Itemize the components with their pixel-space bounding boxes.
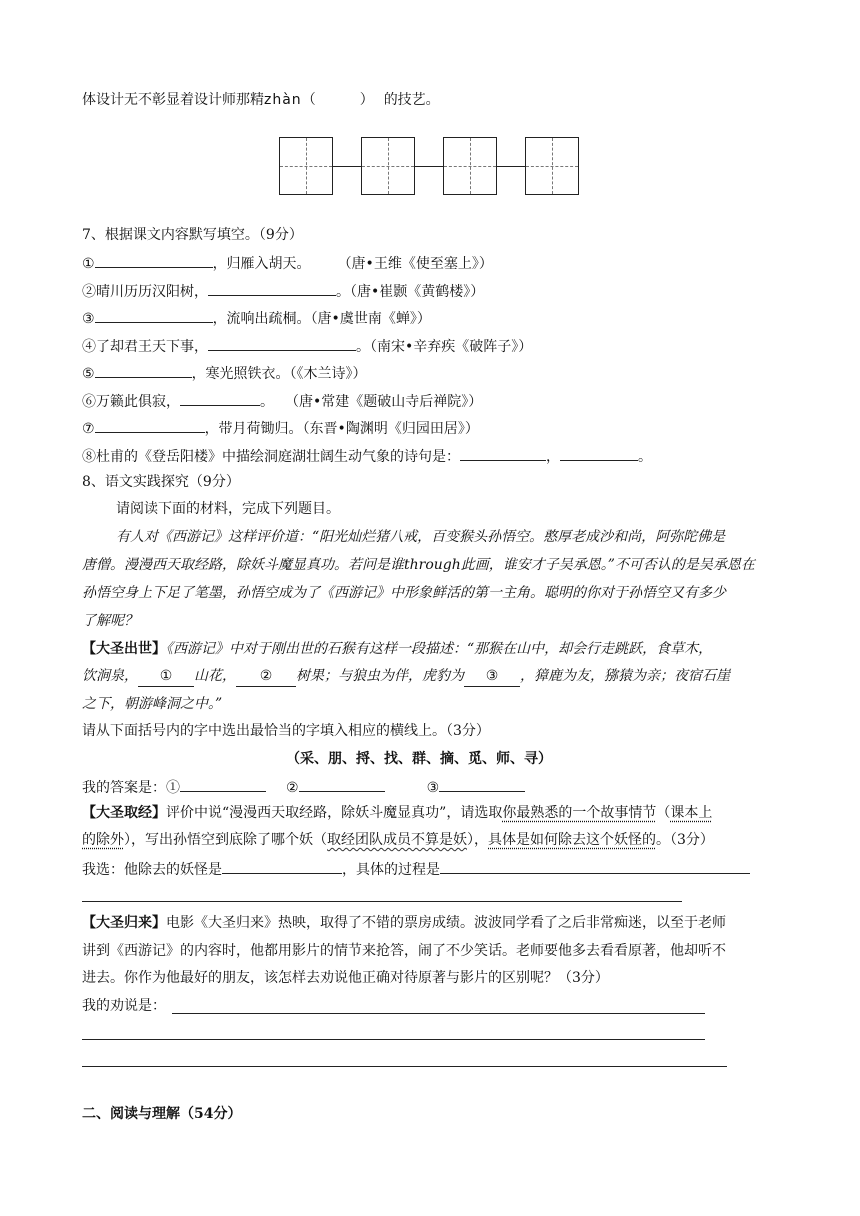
quest-text-emphasis: 你最熟悉的一个故事情节 — [502, 805, 657, 821]
q7-item-4 — [82, 335, 532, 357]
recitation-blank[interactable] — [560, 445, 638, 461]
quest-line-2 — [82, 830, 714, 850]
q7-item-6 — [82, 390, 482, 412]
writing-grid-cell[interactable] — [525, 137, 579, 195]
grid-connector — [415, 166, 443, 167]
item-number: ⑧ — [82, 449, 96, 465]
q6-text-before: 体设计无不彰显着设计师那精 — [82, 92, 264, 108]
q6-text-after: 的技艺。 — [383, 92, 440, 108]
recitation-blank[interactable] — [180, 390, 260, 406]
item-text: 。 — [638, 449, 652, 465]
birth-line-3: 之下，朝游峰洞之中。” — [82, 696, 223, 712]
item-text: ， — [546, 449, 560, 465]
recitation-blank[interactable] — [95, 252, 213, 268]
q8-para-line: 了解呢？ — [82, 613, 138, 629]
item-text: 了却君王天下事， — [96, 339, 208, 355]
quest-tag: 【大圣取经】 — [82, 805, 166, 821]
writing-grid-cell[interactable] — [361, 137, 415, 195]
quest-text-emphasis: 课本上 — [670, 805, 713, 821]
item-source: （唐•虞世南《蝉》） — [310, 311, 431, 327]
item-text: 。 — [260, 394, 274, 410]
q7-title: 7、根据课文内容默写填空。（9分） — [82, 227, 303, 243]
item-text: 杜甫的《登岳阳楼》中描绘洞庭湖壮阔生动气象的诗句是： — [96, 449, 460, 465]
birth-text: ，獐鹿为友，猕猿为亲；夜宿石崖 — [520, 668, 730, 684]
answer-number: ① — [166, 780, 180, 796]
birth-text: 山花， — [194, 668, 236, 684]
item-source: （《木兰诗》） — [289, 366, 367, 382]
recitation-blank[interactable] — [208, 280, 336, 296]
answer-blank-1[interactable] — [180, 776, 266, 792]
q8-para-line: 有人对《西游记》这样评价道：“阳光灿烂猪八戒，百变猴头孙悟空。憨厚老成沙和尚，阿弥陀佛是 — [116, 529, 726, 545]
recitation-blank[interactable] — [208, 335, 356, 351]
q6-pinyin: zhàn — [264, 92, 302, 108]
item-source: （东晋•陶渊明《归园田居》） — [302, 421, 479, 437]
process-blank[interactable] — [440, 858, 750, 874]
answer-blank-2[interactable] — [299, 776, 385, 792]
birth-choices: （采、朋、捋、找、群、摘、觅、师、寻） — [286, 751, 552, 767]
item-number: ⑦ — [82, 421, 95, 437]
birth-instruction: 请从下面括号内的字中选出最恰当的字填入相应的横线上。（3分） — [82, 723, 490, 739]
item-source: （南宋•辛弃疾《破阵子》） — [370, 339, 533, 355]
birth-blank-2[interactable]: ② — [236, 666, 296, 687]
birth-tag: 【大圣出世】 — [82, 641, 166, 657]
back-label-line — [82, 996, 166, 1016]
quest-text: 我选：他除去的妖怪是 — [82, 862, 222, 878]
q7-item-5 — [82, 362, 367, 384]
quest-text: ）， — [467, 832, 488, 848]
item-source: （唐•崔颢《黄鹤楼》） — [350, 284, 485, 300]
q8-title: 8、语文实践探究（9分） — [82, 474, 240, 490]
q8-intro: 请阅读下面的材料，完成下列题目。 — [116, 501, 340, 517]
item-text: ，归雁入胡天。 — [212, 256, 311, 272]
writing-grid-cell[interactable] — [443, 137, 497, 195]
birth-answer-line — [82, 776, 525, 798]
q7-item-2 — [82, 280, 484, 302]
recitation-blank[interactable] — [95, 362, 192, 378]
item-number: ④ — [82, 339, 96, 355]
q7-item-8 — [82, 445, 652, 467]
quest-text-emphasis: 具体是如何除去这个妖怪的 — [488, 832, 656, 848]
recitation-blank[interactable] — [95, 307, 213, 323]
answer-rule[interactable] — [82, 901, 682, 902]
recitation-blank[interactable] — [460, 445, 546, 461]
back-line-1 — [82, 913, 726, 933]
quest-text: 评价中说“漫漫西天取经路，除妖斗魔显真功”，请选取 — [166, 805, 503, 821]
quest-text: 。（3分） — [656, 832, 714, 848]
q6-paren-open: （ — [301, 92, 316, 108]
answer-rule[interactable] — [82, 1066, 727, 1067]
item-text: ，流响出疏桐。 — [212, 311, 311, 327]
answer-number: ③ — [426, 780, 440, 796]
quest-line-1 — [82, 803, 712, 823]
back-line-3: 进去。你作为他最好的朋友，该怎样去劝说他正确对待原著与影片的区别呢？（3分） — [82, 970, 609, 986]
answer-blank-3[interactable] — [439, 776, 525, 792]
quest-text-wavy: 取经团队成员不算是妖 — [327, 832, 467, 848]
birth-text: 树果；与狼虫为伴，虎豹为 — [296, 668, 464, 684]
item-number: ② — [82, 284, 96, 300]
section-title: 二、阅读与理解（54分） — [82, 1106, 242, 1122]
item-source: （唐•常建《题破山寺后禅院》） — [292, 394, 483, 410]
back-text: 电影《大圣归来》热映，取得了不错的票房成绩。波波同学看了之后非常痴迷，以至于老师 — [166, 915, 726, 931]
item-number: ③ — [82, 311, 95, 327]
item-source: （唐•王维《使至塞上》） — [344, 256, 493, 272]
answer-rule[interactable] — [172, 1013, 705, 1014]
quest-line-3 — [82, 858, 750, 880]
answer-rule[interactable] — [82, 1039, 705, 1040]
q6-paren-close: ） — [359, 92, 374, 108]
item-number: ⑤ — [82, 366, 95, 382]
quest-text: （ — [656, 805, 671, 821]
item-text: 晴川历历汉阳树， — [96, 284, 208, 300]
item-text: 。 — [356, 339, 370, 355]
q7-item-3 — [82, 307, 431, 329]
back-label: 我的劝说是： — [82, 998, 166, 1014]
answer-label: 我的答案是： — [82, 780, 166, 796]
birth-line-1 — [82, 639, 712, 659]
back-tag: 【大圣归来】 — [82, 915, 166, 931]
birth-text: 《西游记》中对于刚出世的石猴有这样一段描述：“那猴在山中，却会行走跳跃，食草木， — [166, 641, 713, 657]
birth-blank-1[interactable]: ① — [138, 666, 194, 687]
quest-text: ，具体的过程是 — [342, 862, 440, 878]
birth-line-2 — [82, 666, 730, 687]
recitation-blank[interactable] — [95, 417, 205, 433]
item-text: ，带月荷锄归。 — [204, 421, 303, 437]
birth-blank-3[interactable]: ③ — [464, 666, 520, 687]
q6-tail-line — [82, 90, 440, 110]
grid-connector — [497, 166, 525, 167]
grid-connector — [333, 166, 361, 167]
answer-number: ② — [286, 780, 299, 796]
quest-text: ），写出孙悟空到底除了哪个妖（ — [124, 832, 327, 848]
quest-text-emphasis: 的除外 — [82, 832, 124, 848]
item-number: ① — [82, 256, 95, 272]
item-text: 。 — [336, 284, 350, 300]
q8-para-line: 唐僧。漫漫西天取经路，除妖斗魔显真功。若问是谁through此画，谁安才子吴承恩。”不可否认的是吴承恩在 — [82, 557, 755, 573]
q7-item-1 — [82, 252, 493, 274]
writing-grid-cell[interactable] — [279, 137, 333, 195]
item-text: ，寒光照铁衣。 — [191, 366, 290, 382]
item-text: 万籁此俱寂， — [96, 394, 180, 410]
birth-text: 饮涧泉， — [82, 668, 138, 684]
item-number: ⑥ — [82, 394, 96, 410]
q7-item-7 — [82, 417, 479, 439]
q8-para-line: 孙悟空身上下足了笔墨，孙悟空成为了《西游记》中形象鲜活的第一主角。聪明的你对于孙悟空又有多少 — [82, 585, 726, 601]
demon-name-blank[interactable] — [222, 858, 342, 874]
back-line-2: 讲到《西游记》的内容时，他都用影片的情节来抢答，闹了不少笑话。老师要他多去看看原著，他却听不 — [82, 943, 726, 959]
